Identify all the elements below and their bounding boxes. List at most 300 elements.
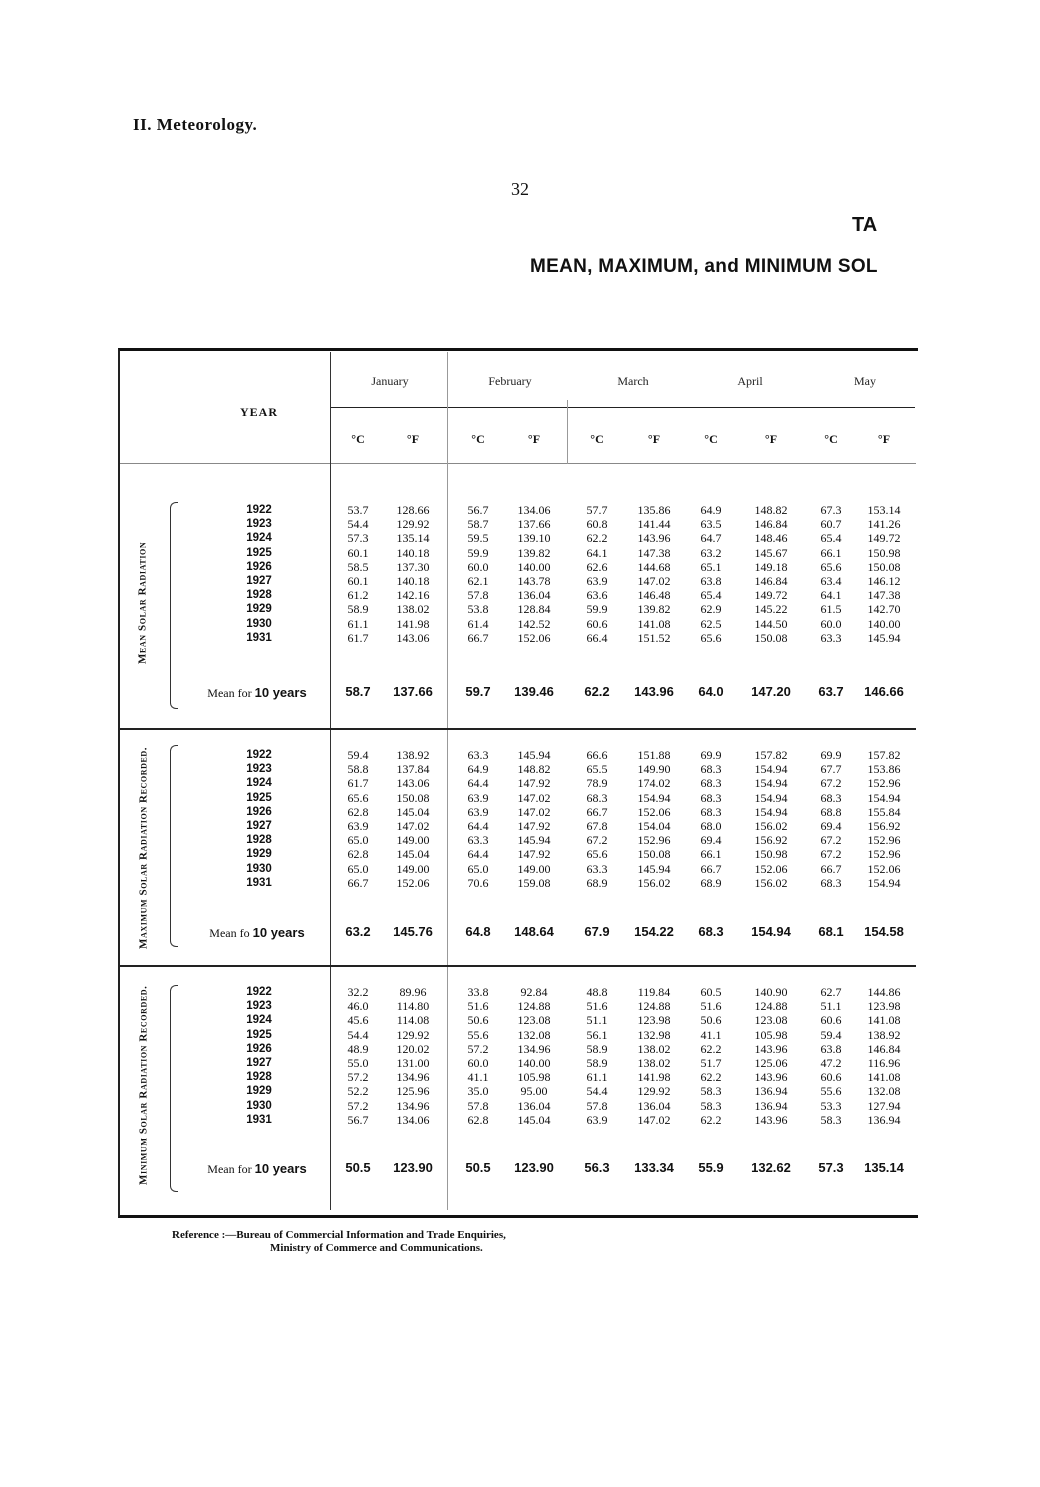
value-celsius: 56.7 <box>347 1112 369 1127</box>
value-celsius: 55.0 <box>347 1056 369 1070</box>
value-celsius: 63.9 <box>586 574 608 588</box>
value-fahrenheit: 132.98 <box>637 1027 671 1042</box>
mean-label <box>193 925 321 941</box>
value-fahrenheit: 105.98 <box>754 1027 788 1042</box>
value-celsius: 56.1 <box>586 1027 608 1042</box>
value-fahrenheit: 139.10 <box>517 531 551 546</box>
value-fahrenheit: 150.08 <box>754 630 788 645</box>
value-celsius: 69.4 <box>820 819 842 833</box>
value-fahrenheit: 139.82 <box>517 545 551 560</box>
year-cell: 1931 <box>246 1113 272 1126</box>
value-fahrenheit: 152.06 <box>754 861 788 876</box>
value-fahrenheit: 149.90 <box>637 762 671 777</box>
year-cell: 1925 <box>246 791 272 804</box>
value-celsius: 57.8 <box>467 1098 489 1113</box>
mean-value: 64.8 <box>465 924 491 939</box>
value-fahrenheit: 148.46 <box>754 531 788 546</box>
value-celsius: 57.8 <box>467 588 489 603</box>
month-header-may: May <box>854 374 876 388</box>
value-celsius: 58.3 <box>700 1084 722 1099</box>
value-celsius: 78.9 <box>586 776 608 791</box>
value-celsius: 45.6 <box>347 1013 369 1028</box>
mean-label <box>193 685 321 701</box>
unit-fahrenheit-header: °F <box>527 432 541 446</box>
value-fahrenheit: 146.48 <box>637 588 671 603</box>
brace-minimum <box>170 985 178 1192</box>
value-celsius: 51.1 <box>586 1013 608 1028</box>
value-fahrenheit: 136.04 <box>517 1098 551 1113</box>
value-celsius: 58.9 <box>586 1041 608 1056</box>
value-celsius: 64.9 <box>467 762 489 777</box>
value-fahrenheit: 116.96 <box>867 1056 901 1070</box>
value-fahrenheit: 146.84 <box>754 574 788 588</box>
value-fahrenheit: 129.92 <box>396 1027 430 1042</box>
value-fahrenheit: 125.06 <box>754 1056 788 1070</box>
value-celsius: 59.4 <box>820 1027 842 1042</box>
value-fahrenheit: 140.00 <box>517 559 551 574</box>
value-fahrenheit: 156.02 <box>754 819 788 833</box>
value-celsius: 64.4 <box>467 819 489 833</box>
value-fahrenheit: 149.00 <box>517 861 551 876</box>
unit-celsius-header: °C <box>824 432 838 446</box>
value-celsius: 59.9 <box>586 602 608 617</box>
value-fahrenheit: 141.08 <box>867 1070 901 1085</box>
value-celsius: 61.5 <box>820 602 842 617</box>
mean-value: 137.66 <box>393 684 433 699</box>
value-fahrenheit: 149.00 <box>396 861 430 876</box>
value-fahrenheit: 136.94 <box>867 1112 901 1127</box>
value-fahrenheit: 147.92 <box>517 847 551 862</box>
unit-fahrenheit-header: °F <box>877 432 891 446</box>
value-celsius: 65.0 <box>347 833 369 848</box>
table-title: MEAN, MAXIMUM, and MINIMUM SOL <box>530 256 878 277</box>
value-fahrenheit: 152.96 <box>867 776 901 791</box>
value-celsius: 69.9 <box>700 748 722 762</box>
value-celsius: 63.9 <box>347 819 369 833</box>
value-celsius: 63.8 <box>700 574 722 588</box>
value-celsius: 65.6 <box>586 847 608 862</box>
value-fahrenheit: 150.98 <box>867 545 901 560</box>
value-celsius: 68.3 <box>820 875 842 890</box>
value-celsius: 48.8 <box>586 985 608 999</box>
value-celsius: 63.3 <box>586 861 608 876</box>
value-fahrenheit: 150.08 <box>396 790 430 805</box>
value-fahrenheit: 145.94 <box>637 861 671 876</box>
value-fahrenheit: 151.88 <box>637 748 671 762</box>
month-header-january: January <box>371 374 409 388</box>
value-fahrenheit: 137.84 <box>396 762 430 777</box>
mean-value: 135.14 <box>864 1160 904 1175</box>
value-fahrenheit: 143.06 <box>396 776 430 791</box>
value-fahrenheit: 149.18 <box>754 559 788 574</box>
value-celsius: 60.1 <box>347 574 369 588</box>
year-cell: 1931 <box>246 631 272 644</box>
value-fahrenheit: 156.92 <box>754 833 788 848</box>
value-fahrenheit: 125.96 <box>396 1084 430 1099</box>
value-fahrenheit: 123.08 <box>754 1013 788 1028</box>
value-celsius: 67.2 <box>820 833 842 848</box>
value-fahrenheit: 132.08 <box>867 1084 901 1099</box>
value-fahrenheit: 159.08 <box>517 875 551 890</box>
value-fahrenheit: 145.94 <box>517 748 551 762</box>
value-fahrenheit: 143.96 <box>754 1112 788 1127</box>
value-celsius: 57.2 <box>347 1070 369 1085</box>
value-fahrenheit: 152.06 <box>396 875 430 890</box>
value-fahrenheit: 154.94 <box>754 804 788 819</box>
value-celsius: 62.1 <box>467 574 489 588</box>
value-fahrenheit: 154.94 <box>867 790 901 805</box>
value-celsius: 50.6 <box>700 1013 722 1028</box>
group-label-minimum: Minimum Solar Radiation Recorded. <box>137 985 150 1185</box>
value-fahrenheit: 156.92 <box>867 819 901 833</box>
mean-label <box>193 1161 321 1177</box>
unit-celsius-header: °C <box>351 432 365 446</box>
mean-value: 146.66 <box>864 684 904 699</box>
year-cell: 1927 <box>246 820 272 832</box>
value-celsius: 60.8 <box>586 517 608 532</box>
value-celsius: 68.0 <box>700 819 722 833</box>
value-fahrenheit: 156.02 <box>754 875 788 890</box>
value-celsius: 57.7 <box>586 503 608 517</box>
section-title: II. Meteorology. <box>133 115 258 134</box>
value-celsius: 62.9 <box>700 602 722 617</box>
value-fahrenheit: 151.52 <box>637 630 671 645</box>
mean-value: 154.58 <box>864 924 904 939</box>
value-fahrenheit: 136.04 <box>517 588 551 603</box>
year-cell: 1924 <box>246 532 272 545</box>
value-celsius: 66.4 <box>586 630 608 645</box>
mean-value: 58.7 <box>345 684 371 699</box>
header-divider <box>330 407 915 408</box>
value-fahrenheit: 143.06 <box>396 630 430 645</box>
value-fahrenheit: 141.08 <box>867 1013 901 1028</box>
value-celsius: 41.1 <box>467 1070 489 1085</box>
value-celsius: 51.6 <box>700 999 722 1014</box>
value-celsius: 56.7 <box>467 503 489 517</box>
mean-value: 57.3 <box>818 1160 844 1175</box>
value-celsius: 60.6 <box>820 1013 842 1028</box>
value-fahrenheit: 157.82 <box>867 748 901 762</box>
value-celsius: 65.0 <box>467 861 489 876</box>
value-fahrenheit: 141.44 <box>637 517 671 532</box>
year-cell: 1929 <box>246 603 272 616</box>
value-celsius: 69.9 <box>820 748 842 762</box>
value-celsius: 63.9 <box>467 804 489 819</box>
value-celsius: 62.8 <box>347 804 369 819</box>
value-fahrenheit: 145.22 <box>754 602 788 617</box>
mean-value: 154.94 <box>751 924 791 939</box>
value-fahrenheit: 145.67 <box>754 545 788 560</box>
value-fahrenheit: 153.86 <box>867 762 901 777</box>
value-fahrenheit: 138.02 <box>637 1056 671 1070</box>
value-fahrenheit: 119.84 <box>637 985 671 999</box>
value-celsius: 65.1 <box>700 559 722 574</box>
value-celsius: 61.2 <box>347 588 369 603</box>
value-celsius: 67.8 <box>586 819 608 833</box>
value-fahrenheit: 145.04 <box>396 847 430 862</box>
year-cell: 1926 <box>246 1042 272 1055</box>
value-fahrenheit: 147.02 <box>517 790 551 805</box>
reference-line-1: Reference :—Bureau of Commercial Information and Trade Enquiries, <box>172 1229 506 1241</box>
value-celsius: 65.5 <box>586 762 608 777</box>
section-rule-2 <box>120 965 916 967</box>
month-header-march: March <box>617 374 649 388</box>
mean-label-text: Mean for <box>207 1162 252 1176</box>
value-celsius: 51.7 <box>700 1056 722 1070</box>
value-celsius: 64.1 <box>586 545 608 560</box>
value-fahrenheit: 154.94 <box>754 790 788 805</box>
mean-label-years: 10 years <box>252 925 305 940</box>
value-celsius: 62.5 <box>700 616 722 631</box>
value-celsius: 55.6 <box>820 1084 842 1099</box>
value-celsius: 68.3 <box>586 790 608 805</box>
value-fahrenheit: 128.66 <box>396 503 430 517</box>
year-cell: 1924 <box>246 777 272 790</box>
value-fahrenheit: 147.02 <box>396 819 430 833</box>
value-fahrenheit: 134.96 <box>396 1098 430 1113</box>
value-celsius: 66.7 <box>586 804 608 819</box>
value-celsius: 65.6 <box>820 559 842 574</box>
value-celsius: 68.9 <box>700 875 722 890</box>
value-fahrenheit: 152.06 <box>867 861 901 876</box>
value-celsius: 46.0 <box>347 999 369 1014</box>
value-fahrenheit: 136.94 <box>754 1098 788 1113</box>
value-fahrenheit: 140.00 <box>867 616 901 631</box>
value-fahrenheit: 142.70 <box>867 602 901 617</box>
mean-label-text: Mean fo <box>209 926 250 940</box>
value-celsius: 69.4 <box>700 833 722 848</box>
mean-value: 143.96 <box>634 684 674 699</box>
value-fahrenheit: 143.96 <box>754 1041 788 1056</box>
value-fahrenheit: 139.82 <box>637 602 671 617</box>
value-celsius: 58.8 <box>347 762 369 777</box>
mean-value: 68.3 <box>698 924 724 939</box>
value-celsius: 60.0 <box>820 616 842 631</box>
value-fahrenheit: 145.94 <box>517 833 551 848</box>
value-celsius: 63.9 <box>467 790 489 805</box>
value-fahrenheit: 149.72 <box>754 588 788 603</box>
value-fahrenheit: 148.82 <box>754 503 788 517</box>
value-celsius: 67.2 <box>820 847 842 862</box>
value-fahrenheit: 138.02 <box>637 1041 671 1056</box>
value-fahrenheit: 157.82 <box>754 748 788 762</box>
value-fahrenheit: 123.98 <box>637 1013 671 1028</box>
value-fahrenheit: 134.96 <box>517 1041 551 1056</box>
value-celsius: 67.3 <box>820 503 842 517</box>
year-cell: 1922 <box>246 986 272 998</box>
value-fahrenheit: 127.94 <box>867 1098 901 1113</box>
value-fahrenheit: 134.06 <box>517 503 551 517</box>
unit-celsius-header: °C <box>704 432 718 446</box>
value-fahrenheit: 123.98 <box>867 999 901 1014</box>
year-cell: 1928 <box>246 589 272 602</box>
value-fahrenheit: 141.98 <box>396 616 430 631</box>
value-celsius: 51.6 <box>467 999 489 1014</box>
value-fahrenheit: 154.94 <box>867 875 901 890</box>
mean-label-years: 10 years <box>254 1161 307 1176</box>
value-celsius: 60.1 <box>347 545 369 560</box>
value-fahrenheit: 152.06 <box>637 804 671 819</box>
year-cell: 1930 <box>246 1099 272 1112</box>
mean-value: 123.90 <box>393 1160 433 1175</box>
value-celsius: 61.1 <box>586 1070 608 1085</box>
mean-value: 139.46 <box>514 684 554 699</box>
value-celsius: 53.3 <box>820 1098 842 1113</box>
value-fahrenheit: 143.78 <box>517 574 551 588</box>
value-celsius: 65.6 <box>700 630 722 645</box>
value-fahrenheit: 124.88 <box>754 999 788 1014</box>
value-fahrenheit: 120.02 <box>396 1041 430 1056</box>
year-cell: 1927 <box>246 575 272 587</box>
value-celsius: 50.6 <box>467 1013 489 1028</box>
year-cell: 1928 <box>246 1071 272 1084</box>
value-celsius: 61.4 <box>467 616 489 631</box>
mean-value: 123.90 <box>514 1160 554 1175</box>
value-celsius: 58.3 <box>700 1098 722 1113</box>
value-fahrenheit: 129.92 <box>637 1084 671 1099</box>
value-fahrenheit: 136.94 <box>754 1084 788 1099</box>
value-fahrenheit: 154.04 <box>637 819 671 833</box>
year-cell: 1922 <box>246 504 272 516</box>
value-celsius: 64.4 <box>467 847 489 862</box>
value-fahrenheit: 147.92 <box>517 776 551 791</box>
value-fahrenheit: 137.30 <box>396 559 430 574</box>
value-celsius: 62.2 <box>700 1070 722 1085</box>
mean-value: 154.22 <box>634 924 674 939</box>
year-cell: 1925 <box>246 1028 272 1041</box>
value-fahrenheit: 114.08 <box>396 1013 430 1028</box>
value-fahrenheit: 135.14 <box>396 531 430 546</box>
value-celsius: 68.8 <box>820 804 842 819</box>
value-fahrenheit: 149.72 <box>867 531 901 546</box>
value-fahrenheit: 154.94 <box>754 776 788 791</box>
section-rule-1 <box>120 728 916 730</box>
value-fahrenheit: 137.66 <box>517 517 551 532</box>
value-fahrenheit: 152.96 <box>637 833 671 848</box>
value-celsius: 53.8 <box>467 602 489 617</box>
value-celsius: 53.7 <box>347 503 369 517</box>
page-number: 32 <box>511 179 529 199</box>
value-fahrenheit: 134.06 <box>396 1112 430 1127</box>
value-fahrenheit: 144.68 <box>637 559 671 574</box>
mean-value: 145.76 <box>393 924 433 939</box>
value-celsius: 65.4 <box>700 588 722 603</box>
year-cell: 1930 <box>246 617 272 630</box>
mean-value: 67.9 <box>584 924 610 939</box>
value-celsius: 62.2 <box>700 1041 722 1056</box>
brace-mean <box>170 502 178 709</box>
value-fahrenheit: 142.16 <box>396 588 430 603</box>
mean-value: 68.1 <box>818 924 844 939</box>
value-fahrenheit: 89.96 <box>399 985 427 999</box>
value-fahrenheit: 147.02 <box>637 1112 671 1127</box>
corner-mark: TA <box>852 214 878 236</box>
value-celsius: 58.3 <box>820 1112 842 1127</box>
value-fahrenheit: 131.00 <box>396 1056 430 1070</box>
year-cell: 1925 <box>246 546 272 559</box>
value-celsius: 54.4 <box>347 517 369 532</box>
value-celsius: 66.7 <box>347 875 369 890</box>
value-celsius: 62.6 <box>586 559 608 574</box>
value-celsius: 62.7 <box>820 985 842 999</box>
value-celsius: 67.2 <box>820 776 842 791</box>
value-fahrenheit: 146.84 <box>754 517 788 532</box>
value-fahrenheit: 105.98 <box>517 1070 551 1085</box>
value-fahrenheit: 141.08 <box>637 616 671 631</box>
mean-value: 50.5 <box>345 1160 371 1175</box>
value-celsius: 63.3 <box>467 833 489 848</box>
value-celsius: 60.6 <box>586 616 608 631</box>
value-celsius: 55.6 <box>467 1027 489 1042</box>
year-cell: 1929 <box>246 1085 272 1098</box>
year-cell: 1926 <box>246 805 272 818</box>
value-celsius: 60.0 <box>467 559 489 574</box>
value-celsius: 60.5 <box>700 985 722 999</box>
value-celsius: 68.3 <box>700 804 722 819</box>
value-fahrenheit: 147.38 <box>867 588 901 603</box>
value-celsius: 65.4 <box>820 531 842 546</box>
col-divider-feb-mar <box>567 400 568 464</box>
value-celsius: 62.8 <box>467 1112 489 1127</box>
value-fahrenheit: 141.98 <box>637 1070 671 1085</box>
value-fahrenheit: 138.92 <box>867 1027 901 1042</box>
unit-fahrenheit-header: °F <box>764 432 778 446</box>
value-celsius: 63.4 <box>820 574 842 588</box>
value-celsius: 64.4 <box>467 776 489 791</box>
value-celsius: 60.6 <box>820 1070 842 1085</box>
mean-value: 62.2 <box>584 684 610 699</box>
value-celsius: 59.5 <box>467 531 489 546</box>
value-fahrenheit: 153.14 <box>867 503 901 517</box>
value-fahrenheit: 147.02 <box>517 804 551 819</box>
value-fahrenheit: 129.92 <box>396 517 430 532</box>
value-celsius: 47.2 <box>820 1056 842 1070</box>
value-celsius: 57.2 <box>467 1041 489 1056</box>
value-fahrenheit: 155.84 <box>867 804 901 819</box>
month-header-april: April <box>737 374 763 388</box>
value-fahrenheit: 95.00 <box>520 1084 548 1099</box>
value-fahrenheit: 114.80 <box>396 999 430 1014</box>
value-celsius: 63.3 <box>820 630 842 645</box>
value-fahrenheit: 152.96 <box>867 847 901 862</box>
mean-label-years: 10 years <box>254 685 307 700</box>
value-fahrenheit: 124.88 <box>637 999 671 1014</box>
value-fahrenheit: 154.94 <box>637 790 671 805</box>
unit-fahrenheit-header: °F <box>406 432 420 446</box>
value-celsius: 63.3 <box>467 748 489 762</box>
value-celsius: 33.8 <box>467 985 489 999</box>
value-celsius: 61.1 <box>347 616 369 631</box>
group-label-maximum: Maximum Solar Radiation Recorded. <box>137 746 150 950</box>
value-fahrenheit: 145.94 <box>867 630 901 645</box>
value-celsius: 57.3 <box>347 531 369 546</box>
year-cell: 1923 <box>246 1000 272 1013</box>
value-celsius: 64.1 <box>820 588 842 603</box>
value-fahrenheit: 134.96 <box>396 1070 430 1085</box>
value-celsius: 63.6 <box>586 588 608 603</box>
value-fahrenheit: 147.92 <box>517 819 551 833</box>
value-fahrenheit: 135.86 <box>637 503 671 517</box>
value-fahrenheit: 150.08 <box>637 847 671 862</box>
value-celsius: 66.7 <box>820 861 842 876</box>
value-celsius: 64.7 <box>700 531 722 546</box>
value-celsius: 48.9 <box>347 1041 369 1056</box>
value-celsius: 66.1 <box>700 847 722 862</box>
value-celsius: 57.8 <box>586 1098 608 1113</box>
mean-value: 50.5 <box>465 1160 491 1175</box>
value-celsius: 63.9 <box>586 1112 608 1127</box>
value-celsius: 54.4 <box>347 1027 369 1042</box>
